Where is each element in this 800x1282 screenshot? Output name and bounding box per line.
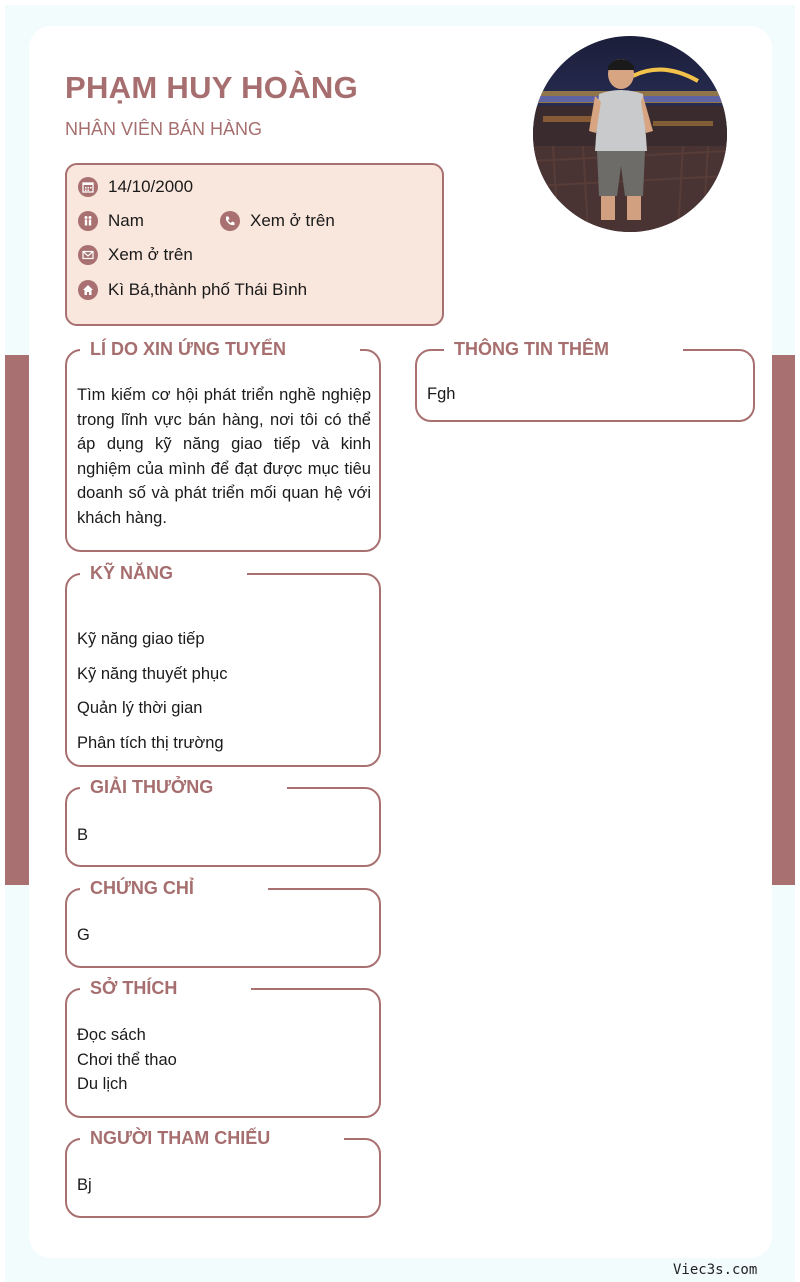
additional-text: Fgh <box>427 385 456 403</box>
hobbies-list <box>77 1023 177 1097</box>
section-objective <box>65 339 381 552</box>
skill-item: Kỹ năng giao tiếp <box>77 630 205 648</box>
watermark: Viec3s.com <box>673 1262 758 1278</box>
hobby-item: Đọc sách <box>77 1026 146 1044</box>
email-value: Xem ở trên <box>108 245 193 264</box>
candidate-name: PHẠM HUY HOÀNG <box>65 70 358 105</box>
contact-row-birthday <box>78 177 193 197</box>
section-hobbies <box>65 978 381 1118</box>
contact-row-email <box>78 245 193 265</box>
job-title: NHÂN VIÊN BÁN HÀNG <box>65 119 263 139</box>
section-certificates <box>65 878 381 968</box>
hobby-item: Chơi thể thao <box>77 1050 177 1069</box>
section-references <box>65 1128 381 1218</box>
address-value: Kì Bá,thành phố Thái Bình <box>108 280 308 299</box>
section-references-title: NGƯỜI THAM CHIẾU <box>80 1127 280 1149</box>
phone-value: Xem ở trên <box>250 211 335 230</box>
phone-icon <box>220 211 240 231</box>
section-skills-title: KỸ NĂNG <box>80 562 183 584</box>
avatar <box>533 36 727 232</box>
email-icon <box>78 245 98 265</box>
contact-box <box>65 163 444 326</box>
section-awards-title: GIẢI THƯỞNG <box>80 776 223 798</box>
hobby-item: Du lịch <box>77 1075 128 1094</box>
contact-row-gender <box>78 211 144 231</box>
skill-item: Phân tích thị trường <box>77 733 224 752</box>
calendar-icon <box>78 177 98 197</box>
skill-item: Kỹ năng thuyết phục <box>77 664 228 683</box>
skill-item: Quản lý thời gian <box>77 699 203 718</box>
contact-row-phone <box>220 211 335 231</box>
section-awards <box>65 777 381 867</box>
awards-text: B <box>77 826 89 844</box>
section-certificates-title: CHỨNG CHỈ <box>80 877 204 899</box>
birthday-value: 14/10/2000 <box>108 177 194 196</box>
home-icon <box>78 280 98 300</box>
objective-text: Tìm kiếm cơ hội phát triển nghề nghiệp trong lĩnh vực bán hàng, nơi tôi có thể áp dụng kỹ năng giao tiếp và kinh nghiệm của mình để đạt được mục tiêu doanh số và phát triển mối quan hệ với khách hàng. <box>77 386 371 527</box>
section-additional-title: THÔNG TIN THÊM <box>444 338 619 360</box>
contact-row-address <box>78 280 307 300</box>
section-objective-title: LÍ DO XIN ỨNG TUYỂN <box>80 338 296 360</box>
gender-icon <box>78 211 98 231</box>
gender-value: Nam <box>108 211 144 230</box>
references-text: Bj <box>77 1176 92 1194</box>
left-accent-band <box>5 355 29 885</box>
section-skills <box>65 563 381 767</box>
skills-list <box>77 622 227 760</box>
right-accent-band <box>772 355 795 885</box>
section-hobbies-title: SỞ THÍCH <box>80 977 187 999</box>
section-additional <box>415 339 755 422</box>
certificates-text: G <box>77 926 90 944</box>
